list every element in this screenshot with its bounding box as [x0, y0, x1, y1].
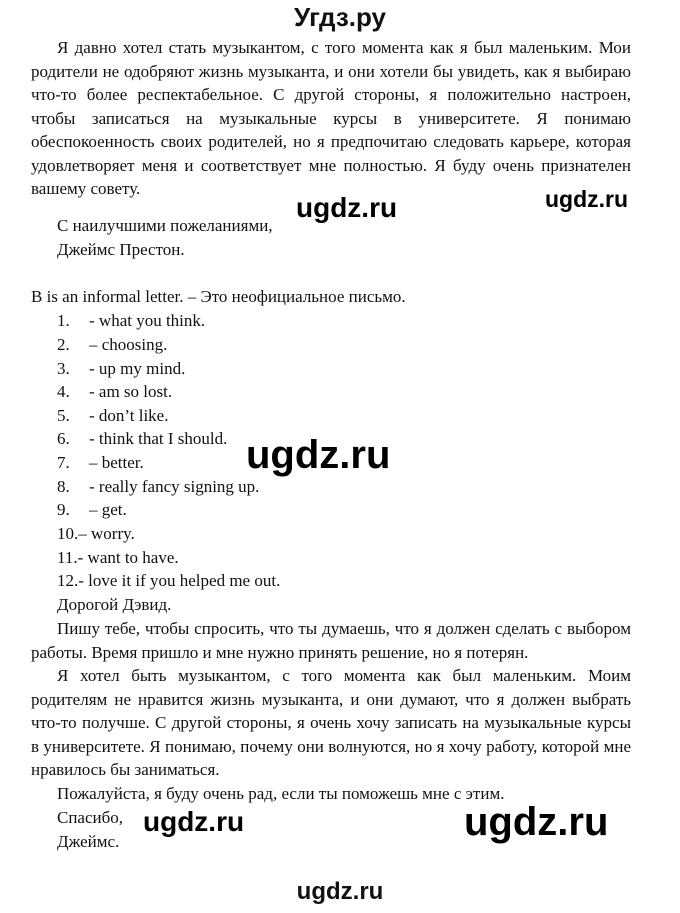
- list-item-text: – get.: [89, 500, 127, 519]
- list-item: [57, 427, 227, 451]
- list-item-number: 4.: [57, 382, 70, 401]
- letter-b-paragraph-2: Я хотел быть музыкантом, с того момента как был маленьким. Моим родителям не нравится жизнь музыканта, и они думают, что я должен выбрать что-то получше. С другой стороны, я очень хочу записать на музыкальные курсы в университете. Я понимаю, почему они волнуются, но я хочу работу, которой мне нравилось бы заниматься.: [31, 666, 631, 779]
- list-item-text: - really fancy signing up.: [89, 477, 260, 496]
- list-item-text: - up my mind.: [89, 359, 186, 378]
- list-item-text: - think that I should.: [89, 429, 228, 448]
- letter-b-paragraph-1: Пишу тебе, чтобы спросить, что ты думаешь, что я должен сделать с выбором работы. Время пришло и мне нужно принять решение, но я потерян.: [31, 619, 631, 662]
- watermark: ugdz.ru: [246, 433, 391, 477]
- list-item-number: 9.: [57, 500, 70, 519]
- list-item-number: 5.: [57, 406, 70, 425]
- task-b-statement: B is an informal letter. – Это неофициальное письмо.: [31, 287, 406, 306]
- list-item-text: – choosing.: [89, 335, 168, 354]
- list-item: [57, 498, 127, 522]
- list-item: [57, 522, 135, 546]
- list-item-number: 11.: [57, 548, 78, 567]
- site-title: Угдз.ру: [294, 2, 386, 32]
- list-item-number: 7.: [57, 453, 70, 472]
- list-item-number: 2.: [57, 335, 70, 354]
- footer-site: ugdz.ru: [296, 878, 384, 905]
- watermark: ugdz.ru: [464, 800, 609, 844]
- list-item-text: – better.: [89, 453, 144, 472]
- list-item-number: 8.: [57, 477, 70, 496]
- letter-b-signature: Джеймс.: [57, 832, 120, 851]
- list-item-text: - want to have.: [77, 548, 179, 567]
- list-item: [57, 404, 168, 428]
- list-item-number: 1.: [57, 311, 70, 330]
- list-item: [57, 569, 280, 593]
- watermark: ugdz.ru: [143, 806, 245, 837]
- list-item-text: - what you think.: [89, 311, 206, 330]
- watermark: ugdz.ru: [545, 186, 629, 212]
- letter-a-signature: Джеймс Престон.: [57, 240, 185, 259]
- list-item: [57, 546, 179, 570]
- list-item-text: – worry.: [78, 524, 135, 543]
- letter-b-closing: Спасибо,: [57, 808, 124, 827]
- list-item: [57, 380, 172, 404]
- letter-b-paragraph-3: Пожалуйста, я буду очень рад, если ты поможешь мне с этим.: [57, 784, 505, 803]
- letter-a-body: Я давно хотел стать музыкантом, с того момента как я был маленьким. Мои родители не одобряют жизнь музыканта, и они хотели бы увидеть, как я выбираю что-то более респектабельное. С другой стороны, я положительно настроен, чтобы записаться на музыкальные курсы в университете. Я понимаю обеспокоенность своих родителей, но я предпочитаю следовать карьере, которая удовлетворяет меня и соответствует мне полностью. Я буду очень признателен вашему совету.: [31, 38, 631, 198]
- list-item: [57, 357, 185, 381]
- list-item-text: - don’t like.: [89, 406, 169, 425]
- list-item-number: 6.: [57, 429, 70, 448]
- list-item-number: 10.: [57, 524, 79, 543]
- list-item: [57, 451, 144, 475]
- list-item-number: 3.: [57, 359, 70, 378]
- letter-b-greeting: Дорогой Дэвид.: [57, 595, 172, 614]
- list-item-number: 12.: [57, 571, 79, 590]
- watermark: ugdz.ru: [296, 192, 398, 223]
- list-item: [57, 475, 259, 499]
- list-item: [57, 309, 205, 333]
- list-item-text: - am so lost.: [89, 382, 173, 401]
- list-item-text: - love it if you helped me out.: [78, 571, 281, 590]
- letter-a-closing: С наилучшими пожеланиями,: [57, 216, 273, 235]
- list-item: [57, 333, 167, 357]
